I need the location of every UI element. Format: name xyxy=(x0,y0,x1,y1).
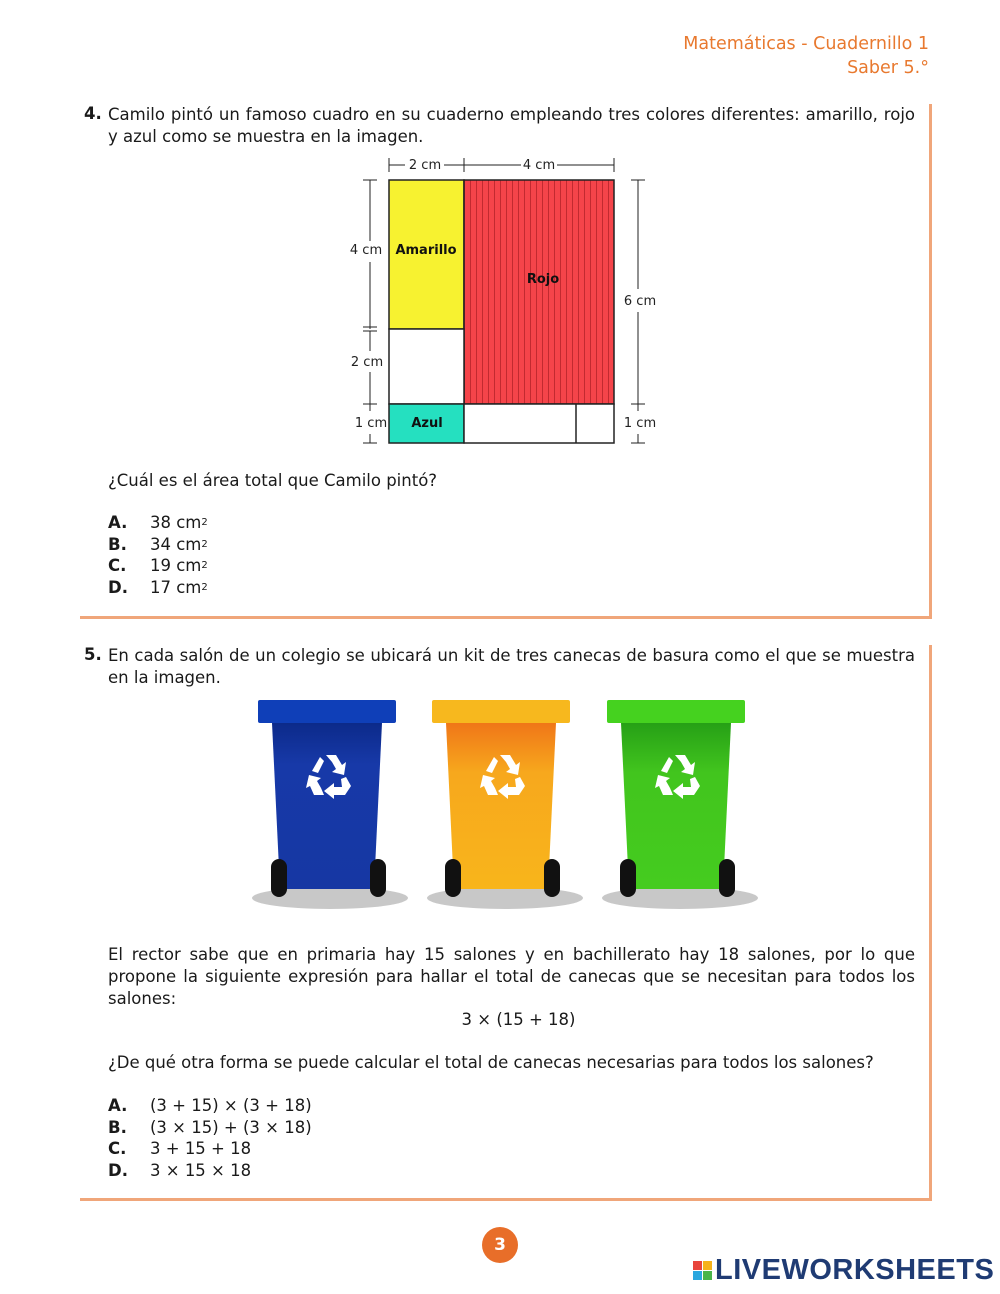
dim-left-2: 2 cm xyxy=(350,355,384,370)
label-yellow: Amarillo xyxy=(395,243,457,258)
page-header xyxy=(683,32,929,80)
option-a[interactable]: A. (3 + 15) × (3 + 18) xyxy=(108,1096,312,1115)
question-number: 4. xyxy=(84,104,102,123)
header-grade: Saber 5.° xyxy=(847,58,929,78)
context-paragraph: El rector sabe que en primaria hay 15 salones y en bachillerato hay 18 salones, por lo que propone la siguiente expresión para hallar el total de canecas que se necesitan para todos los salones: xyxy=(108,945,915,1008)
recycling-bins-figure xyxy=(250,699,760,917)
option-b[interactable]: B. 34 cm 2 xyxy=(108,534,208,554)
label-blue: Azul xyxy=(411,416,443,431)
option-c[interactable]: C. 3 + 15 + 18 xyxy=(108,1139,252,1158)
dim-top-left: 2 cm xyxy=(408,158,442,173)
question-number: 5. xyxy=(84,645,102,664)
question-text: En cada salón de un colegio se ubicará un kit de tres canecas de basura como el que se muestra en la imagen. xyxy=(108,646,915,687)
option-c[interactable]: C. 19 cm 2 xyxy=(108,556,208,575)
expression: 3 × (15 + 18) xyxy=(461,1010,576,1029)
bottom-white-region xyxy=(464,404,614,443)
dim-left-3: 1 cm xyxy=(354,416,388,431)
brand-name: LIVEWORKSHEETS xyxy=(715,1254,995,1286)
dim-top-right: 4 cm xyxy=(522,158,556,173)
painting-figure xyxy=(345,154,665,449)
dim-right-2: 1 cm xyxy=(623,416,657,431)
white-region xyxy=(389,329,464,404)
liveworksheets-logo[interactable] xyxy=(693,1254,994,1287)
option-d[interactable]: D. 3 × 15 × 18 xyxy=(108,1160,252,1180)
page-number: 3 xyxy=(482,1227,518,1263)
red-region xyxy=(464,180,614,404)
option-a[interactable]: A. 38 cm 2 xyxy=(108,513,208,532)
logo-grid-icon xyxy=(693,1261,712,1280)
question-5 xyxy=(80,645,932,1201)
dim-right-1: 6 cm xyxy=(623,294,657,309)
question-prompt: ¿De qué otra forma se puede calcular el total de canecas necesarias para todos los salones? xyxy=(108,1053,874,1072)
question-4 xyxy=(80,104,932,619)
label-red: Rojo xyxy=(526,272,560,287)
question-text: Camilo pintó un famoso cuadro en su cuaderno empleando tres colores diferentes: amarillo, rojo y azul como se muestra en la imagen. xyxy=(108,105,915,146)
answer-options xyxy=(108,512,208,598)
option-b[interactable]: B. (3 × 15) + (3 × 18) xyxy=(108,1117,312,1137)
answer-options xyxy=(108,1095,312,1181)
option-d[interactable]: D. 17 cm 2 xyxy=(108,577,208,597)
header-subject: Matemáticas - Cuadernillo 1 xyxy=(683,34,929,54)
question-prompt: ¿Cuál es el área total que Camilo pintó? xyxy=(108,471,438,490)
dim-left-1: 4 cm xyxy=(349,243,383,258)
